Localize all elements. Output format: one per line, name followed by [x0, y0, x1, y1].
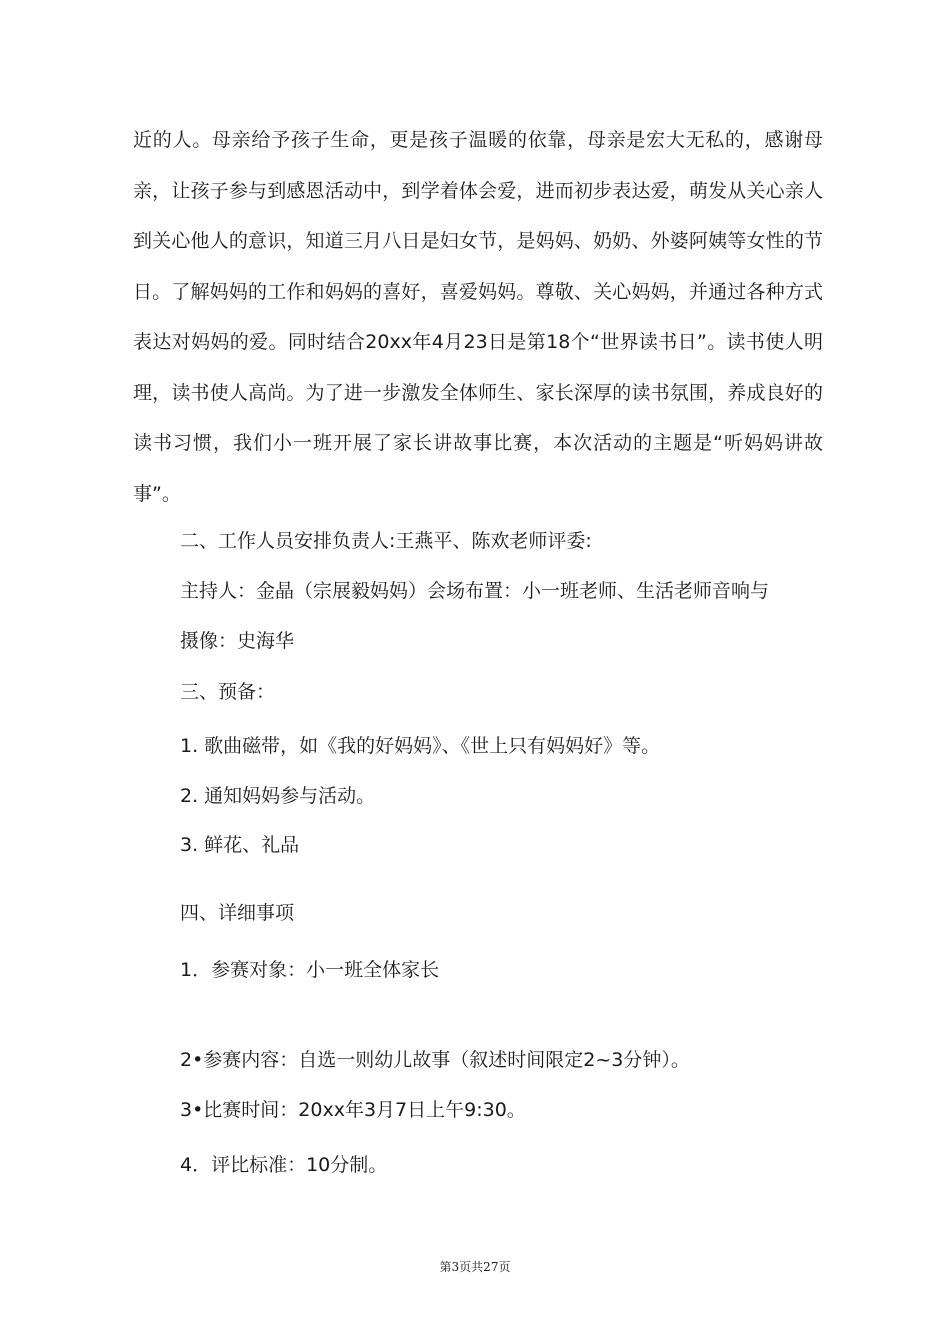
section3-item-3: 3. 鲜花、礼品 [180, 834, 300, 856]
section3-heading: 三、预备： [180, 681, 276, 703]
section2-line3: 摄像：史海华 [180, 630, 295, 652]
section4-item-4: 4．评比标准：10分制。 [180, 1154, 388, 1176]
section4-item-2: 2•参赛内容：自选一则幼儿故事（叙述时间限定2~3分钟）。 [180, 1049, 690, 1071]
section2-line1: 二、工作人员安排负责人:王燕平、陈欢老师评委: [180, 530, 592, 552]
section2-line2: 主持人：金晶（宗展毅妈妈）会场布置：小一班老师、生活老师音响与 [180, 580, 770, 602]
intro-paragraph: 近的人。母亲给予孩子生命，更是孩子温暖的依靠，母亲是宏大无私的，感谢母亲，让孩子参与到感恩活动中，到学着体会爱，进而初步表达爱，萌发从关心亲人到关心他人的意识，知道三月八日是妇女节，是妈妈、奶奶、外婆阿姨等女性的节日。了解妈妈的工作和妈妈的喜好，喜爱妈妈。尊敬、关心妈妈，并通过各种方式表达对妈妈的爱。同时结合20xx年4月23日是第18个“世界读书日”。读书使人明理，读书使人高尚。为了进一步激发全体师生、家长深厚的读书氛围，养成良好的读书习惯，我们小一班开展了家长讲故事比赛，本次活动的主题是“听妈妈讲故事”。 [133, 129, 823, 505]
page-footer: 第3页共27页 [439, 1260, 511, 1274]
section3-item-2: 2. 通知妈妈参与活动。 [180, 785, 376, 807]
section4-heading: 四、详细事项 [180, 902, 295, 924]
section4-item-1: 1．参赛对象：小一班全体家长 [180, 959, 440, 981]
section3-item-1: 1. 歌曲磁带，如《我的好妈妈》、《世上只有妈妈好》等。 [180, 735, 661, 757]
section4-item-3: 3•比赛时间：20xx年3月7日上午9:30。 [180, 1099, 526, 1121]
